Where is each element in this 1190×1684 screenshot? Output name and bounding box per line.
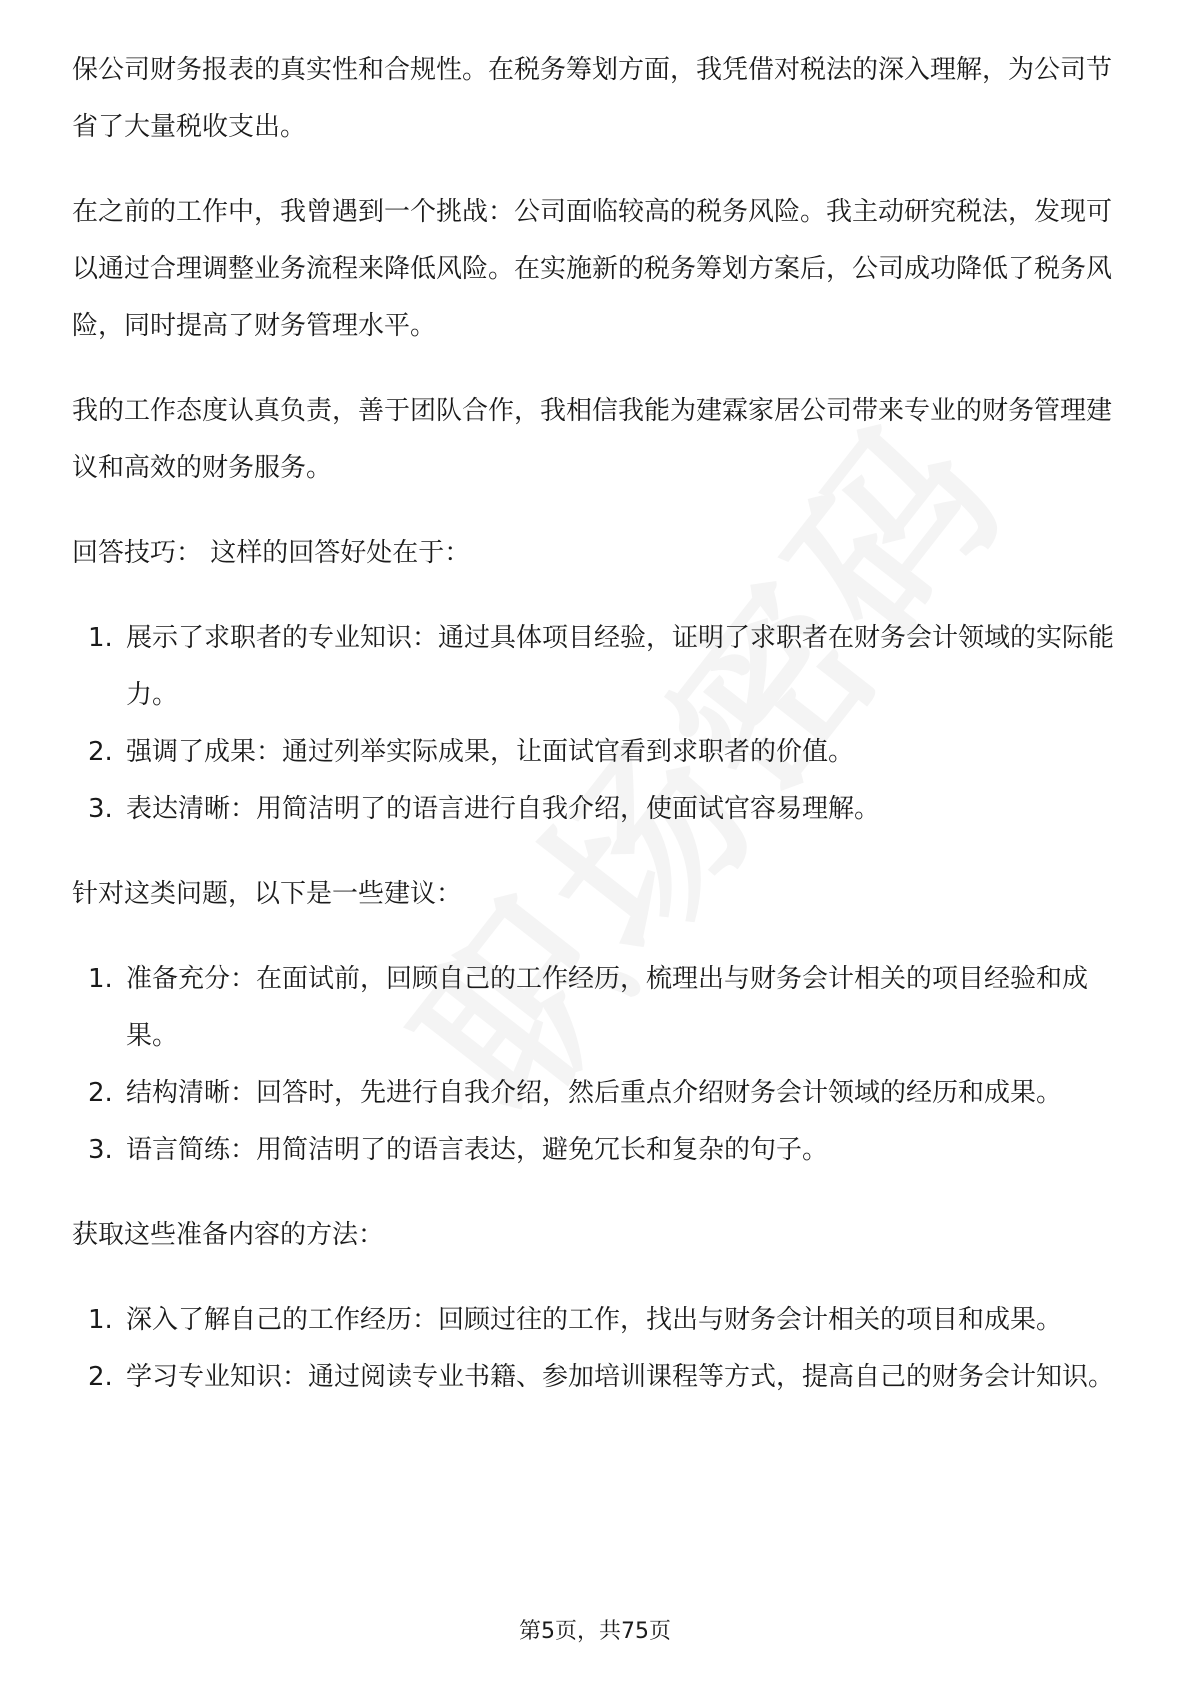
list-item <box>72 1122 1122 1179</box>
paragraph-financial-reports: 保公司财务报表的真实性和合规性。在税务筹划方面，我凭借对税法的深入理解，为公司节省了大量税收支出。 <box>72 55 1113 142</box>
list-item <box>72 1065 1122 1122</box>
suggestions-list <box>72 951 1122 1179</box>
list-text: 语言简练：用简洁明了的语言表达，避免冗长和复杂的句子。 <box>126 1135 829 1165</box>
page-footer <box>0 1614 1190 1645</box>
paragraph-tax-challenge: 在之前的工作中，我曾遇到一个挑战：公司面临较高的税务风险。我主动研究税法，发现可以通过合理调整业务流程来降低风险。在实施新的税务筹划方案后，公司成功降低了税务风险，同时提高了财务管理水平。 <box>72 197 1113 341</box>
paragraph-work-attitude: 我的工作态度认真负责，善于团队合作，我相信我能为建霖家居公司带来专业的财务管理建议和高效的财务服务。 <box>72 396 1113 483</box>
list-item <box>72 610 1122 724</box>
list-item <box>72 951 1122 1065</box>
tips-list <box>72 610 1122 838</box>
list-text: 学习专业知识：通过阅读专业书籍、参加培训课程等方式，提高自己的财务会计知识。 <box>126 1362 1115 1392</box>
list-number: 2. <box>88 1078 113 1108</box>
list-text: 结构清晰：回答时，先进行自我介绍，然后重点介绍财务会计领域的经历和成果。 <box>126 1078 1063 1108</box>
page-number: 第5页，共75页 <box>519 1619 671 1644</box>
list-item <box>72 1292 1122 1349</box>
list-item <box>72 1349 1122 1406</box>
list-number: 1. <box>88 623 113 653</box>
list-item <box>72 781 1122 838</box>
list-text: 准备充分：在面试前，回顾自己的工作经历，梳理出与财务会计相关的项目经验和成果。 <box>126 964 1089 1051</box>
list-number: 3. <box>88 794 113 824</box>
list-text: 展示了求职者的专业知识：通过具体项目经验，证明了求职者在财务会计领域的实际能力。 <box>126 623 1115 710</box>
list-text: 深入了解自己的工作经历：回顾过往的工作，找出与财务会计相关的项目和成果。 <box>126 1305 1063 1335</box>
paragraph-answer-tips-heading: 回答技巧： 这样的回答好处在于： <box>72 538 471 568</box>
list-number: 1. <box>88 964 113 994</box>
list-text: 表达清晰：用简洁明了的语言进行自我介绍，使面试官容易理解。 <box>126 794 881 824</box>
list-number: 2. <box>88 1362 113 1392</box>
list-text: 强调了成果：通过列举实际成果，让面试官看到求职者的价值。 <box>126 737 855 767</box>
list-item <box>72 724 1122 781</box>
paragraph-suggestions-heading: 针对这类问题，以下是一些建议： <box>72 879 463 909</box>
list-number: 1. <box>88 1305 113 1335</box>
paragraph-methods-heading: 获取这些准备内容的方法： <box>72 1220 385 1250</box>
list-number: 2. <box>88 737 113 767</box>
document-body <box>72 42 1122 1434</box>
methods-list <box>72 1292 1122 1406</box>
list-number: 3. <box>88 1135 113 1165</box>
